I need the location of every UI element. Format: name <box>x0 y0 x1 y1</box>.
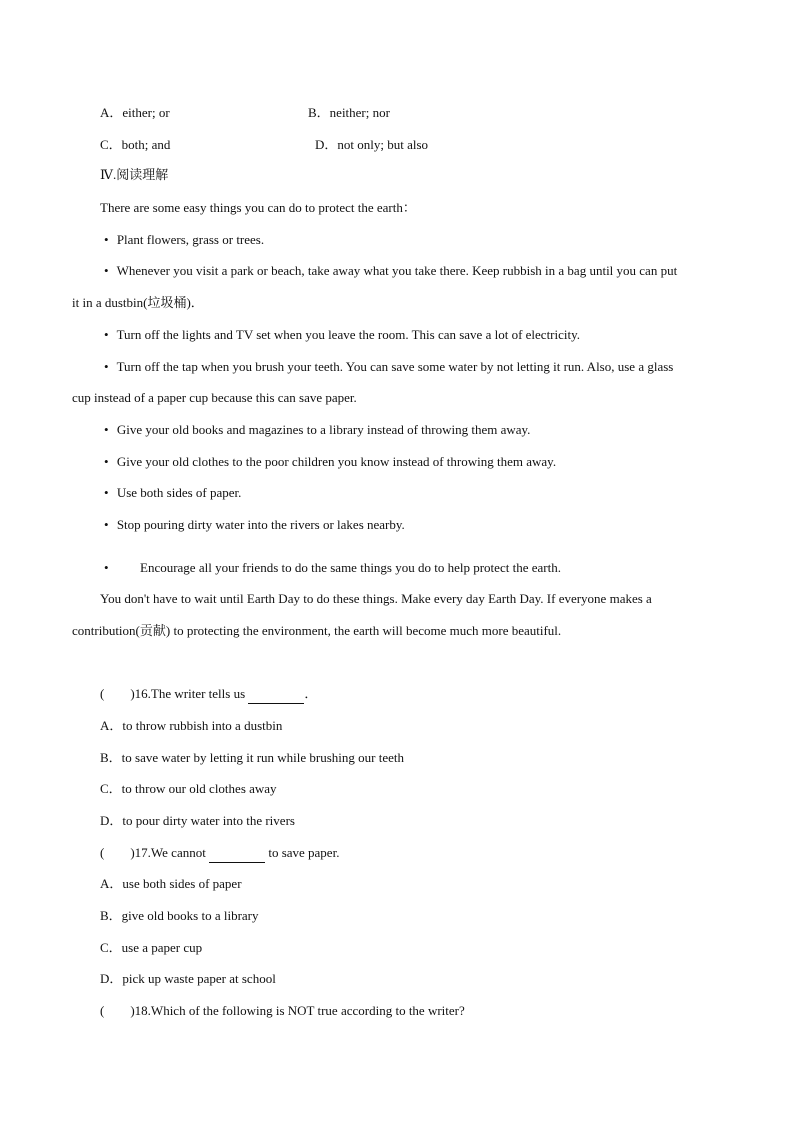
question-18 <box>100 1002 465 1020</box>
bullet-text: Plant flowers, grass or trees. <box>116 232 265 247</box>
bullet-text: Use both sides of paper. <box>116 485 242 500</box>
passage-bullet-3 <box>104 326 580 344</box>
answer-blank <box>248 685 304 704</box>
question-stem: 18.Which of the following is NOT true according to the writer? <box>134 1003 465 1018</box>
passage-closing-line-1: You don't have to wait until Earth Day to do these things. Make every day Earth Day. If everyone makes a <box>100 591 652 606</box>
question-16 <box>100 685 317 704</box>
bullet-dot: • <box>104 359 109 374</box>
passage-bullet-9 <box>104 559 114 577</box>
answer-bracket: ( ) <box>100 845 135 860</box>
passage-bullet-2-continuation: it in a dustbin(垃圾桶)． <box>72 295 204 310</box>
bullet-dot: • <box>104 485 109 500</box>
passage-bullet-1 <box>104 231 264 249</box>
bullet-text: Whenever you visit a park or beach, take away what you take there. Keep rubbish in a bag until you can put <box>116 263 678 278</box>
section-heading: Ⅳ.阅读理解 <box>100 167 169 182</box>
bullet-dot: • <box>104 517 109 532</box>
answer-bracket: ( ) <box>100 1003 135 1018</box>
prev-option-c: C．both; and <box>100 137 171 152</box>
bullet-dot: • <box>104 422 109 437</box>
bullet-dot: • <box>104 560 109 575</box>
bullet-text: Stop pouring dirty water into the rivers or lakes nearby. <box>116 517 405 532</box>
answer-blank <box>209 844 265 863</box>
bullet-dot: • <box>104 263 109 278</box>
answer-bracket: ( ) <box>100 686 135 701</box>
bullet-text: Give your old clothes to the poor children you know instead of throwing them away. <box>116 454 557 469</box>
question-17 <box>100 844 339 863</box>
prev-option-d: D．not only; but also <box>315 137 429 152</box>
passage-closing-line-2: contribution(贡献) to protecting the environment, the earth will become much more beautiful. <box>72 623 562 638</box>
prev-option-a: A．either; or <box>100 105 170 120</box>
bullet-dot: • <box>104 327 109 342</box>
q16-option-b: B．to save water by letting it run while brushing our teeth <box>100 750 404 765</box>
passage-bullet-8 <box>104 516 405 534</box>
prev-option-b: B．neither; nor <box>308 105 390 120</box>
passage-bullet-4 <box>104 358 673 376</box>
passage-intro: There are some easy things you can do to protect the earth： <box>100 200 416 215</box>
bullet-text: Give your old books and magazines to a library instead of throwing them away. <box>116 422 531 437</box>
q17-option-a: A．use both sides of paper <box>100 876 242 891</box>
q16-option-a: A．to throw rubbish into a dustbin <box>100 718 283 733</box>
question-stem-end: to save paper. <box>265 845 340 860</box>
passage-bullet-2 <box>104 262 677 280</box>
q17-option-c: C．use a paper cup <box>100 940 203 955</box>
question-stem: 17.We cannot <box>134 845 210 860</box>
question-stem-end: ． <box>304 686 318 701</box>
passage-bullet-9-text: Encourage all your friends to do the same things you do to help protect the earth. <box>140 560 561 575</box>
q16-option-d: D．to pour dirty water into the rivers <box>100 813 295 828</box>
question-stem: 16.The writer tells us <box>134 686 249 701</box>
q17-option-b: B．give old books to a library <box>100 908 259 923</box>
passage-bullet-5 <box>104 421 530 439</box>
q16-option-c: C．to throw our old clothes away <box>100 781 277 796</box>
bullet-text: Turn off the tap when you brush your teeth. You can save some water by not letting it run. Also, use a glass <box>116 359 674 374</box>
passage-bullet-7 <box>104 484 241 502</box>
bullet-dot: • <box>104 232 109 247</box>
q17-option-d: D．pick up waste paper at school <box>100 971 276 986</box>
bullet-text: Turn off the lights and TV set when you leave the room. This can save a lot of electricity. <box>116 327 581 342</box>
passage-bullet-4-continuation: cup instead of a paper cup because this can save paper. <box>72 390 357 405</box>
passage-bullet-6 <box>104 453 556 471</box>
bullet-dot: • <box>104 454 109 469</box>
